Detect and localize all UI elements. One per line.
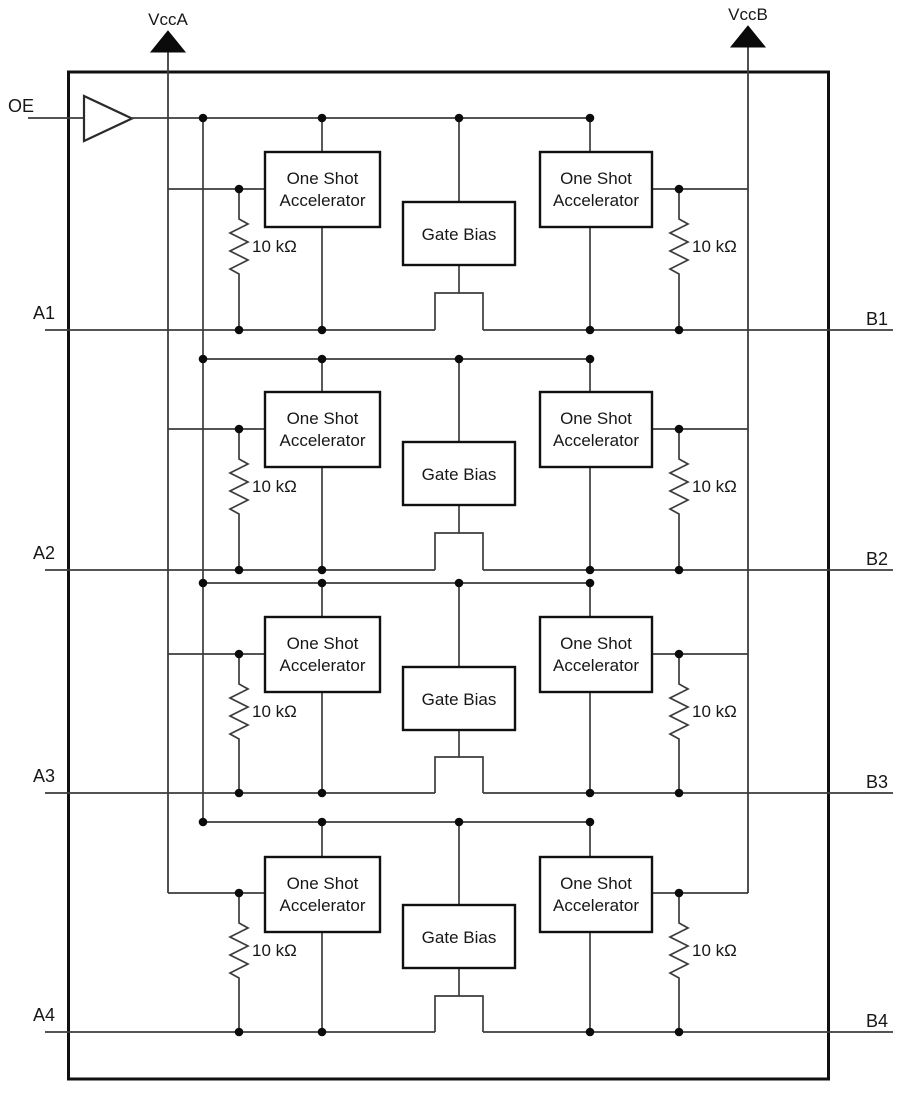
- one-shot-label-line1: One Shot: [560, 169, 632, 188]
- right-pullup-resistor-icon: [670, 893, 688, 1032]
- one-shot-accelerator-box: [265, 392, 380, 467]
- right-resistor-value-label: 10 kΩ: [692, 941, 737, 960]
- right-pullup-resistor-icon: [670, 429, 688, 570]
- junction-dot: [586, 579, 595, 588]
- junction-dot: [455, 818, 464, 827]
- junction-dot: [199, 355, 208, 364]
- junction-dot: [318, 1028, 327, 1037]
- one-shot-label-line1: One Shot: [560, 634, 632, 653]
- one-shot-label-line2: Accelerator: [279, 896, 366, 915]
- vcca-label: VccA: [148, 10, 188, 29]
- junction-dot: [586, 818, 595, 827]
- oe-buffer-icon: [84, 96, 132, 141]
- junction-dot: [235, 326, 244, 335]
- junction-dot: [675, 326, 684, 335]
- pin-label-b3: B3: [866, 772, 889, 792]
- one-shot-label-line2: Accelerator: [279, 431, 366, 450]
- junction-dot: [586, 566, 595, 575]
- one-shot-label-line2: Accelerator: [553, 431, 639, 450]
- right-resistor-value-label: 10 kΩ: [692, 237, 737, 256]
- one-shot-label-line1: One Shot: [286, 634, 359, 653]
- one-shot-label-line1: One Shot: [286, 874, 359, 893]
- one-shot-label-line1: One Shot: [286, 169, 359, 188]
- vcca-arrow-icon: [151, 31, 185, 52]
- junction-dot: [235, 789, 244, 798]
- one-shot-accelerator-box: [540, 152, 652, 227]
- one-shot-label-line1: One Shot: [560, 409, 632, 428]
- pin-label-b1: B1: [866, 309, 889, 329]
- junction-dot: [199, 114, 208, 123]
- one-shot-accelerator-box: [540, 617, 652, 692]
- pass-fet-icon: [435, 293, 483, 330]
- one-shot-label-line2: Accelerator: [553, 896, 639, 915]
- junction-dot: [675, 789, 684, 798]
- left-pullup-resistor-icon: [230, 189, 248, 330]
- oe-pin-label: OE: [8, 96, 35, 116]
- junction-dot: [675, 566, 684, 575]
- pin-label-a2: A2: [33, 543, 56, 563]
- one-shot-label-line2: Accelerator: [553, 191, 639, 210]
- right-pullup-resistor-icon: [670, 654, 688, 793]
- left-resistor-value-label: 10 kΩ: [252, 702, 297, 721]
- junction-dot: [235, 566, 244, 575]
- junction-dot: [318, 818, 327, 827]
- pin-label-a1: A1: [33, 303, 56, 323]
- right-resistor-value-label: 10 kΩ: [692, 477, 737, 496]
- pass-fet-icon: [435, 533, 483, 570]
- one-shot-accelerator-box: [265, 857, 380, 932]
- junction-dot: [318, 355, 327, 364]
- one-shot-accelerator-box: [265, 152, 380, 227]
- junction-dot: [199, 818, 208, 827]
- junction-dot: [675, 889, 684, 898]
- junction-dot: [675, 185, 684, 194]
- one-shot-label-line2: Accelerator: [279, 656, 366, 675]
- junction-dot: [318, 789, 327, 798]
- one-shot-accelerator-box: [540, 857, 652, 932]
- one-shot-label-line2: Accelerator: [553, 656, 639, 675]
- pin-label-a4: A4: [33, 1005, 56, 1025]
- gate-bias-label: Gate Bias: [421, 225, 497, 244]
- pass-fet-icon: [435, 757, 483, 793]
- pin-label-b4: B4: [866, 1011, 889, 1031]
- left-resistor-value-label: 10 kΩ: [252, 941, 297, 960]
- right-resistor-value-label: 10 kΩ: [692, 702, 737, 721]
- gate-bias-label: Gate Bias: [421, 928, 497, 947]
- junction-dot: [586, 326, 595, 335]
- junction-dot: [318, 114, 327, 123]
- pin-label-b2: B2: [866, 549, 889, 569]
- left-pullup-resistor-icon: [230, 429, 248, 570]
- junction-dot: [318, 566, 327, 575]
- left-resistor-value-label: 10 kΩ: [252, 237, 297, 256]
- junction-dot: [586, 1028, 595, 1037]
- junction-dot: [235, 425, 244, 434]
- junction-dot: [586, 114, 595, 123]
- junction-dot: [455, 355, 464, 364]
- junction-dot: [455, 579, 464, 588]
- junction-dot: [199, 579, 208, 588]
- junction-dot: [318, 326, 327, 335]
- left-pullup-resistor-icon: [230, 893, 248, 1032]
- junction-dot: [235, 185, 244, 194]
- gate-bias-label: Gate Bias: [421, 465, 497, 484]
- one-shot-accelerator-box: [540, 392, 652, 467]
- pin-label-a3: A3: [33, 766, 56, 786]
- gate-bias-label: Gate Bias: [421, 690, 497, 709]
- vccb-arrow-icon: [731, 26, 765, 47]
- junction-dot: [586, 355, 595, 364]
- junction-dot: [675, 650, 684, 659]
- junction-dot: [586, 789, 595, 798]
- left-pullup-resistor-icon: [230, 654, 248, 793]
- one-shot-accelerator-box: [265, 617, 380, 692]
- right-pullup-resistor-icon: [670, 189, 688, 330]
- junction-dot: [455, 114, 464, 123]
- junction-dot: [235, 1028, 244, 1037]
- junction-dot: [318, 579, 327, 588]
- one-shot-label-line2: Accelerator: [279, 191, 366, 210]
- junction-dot: [675, 425, 684, 434]
- left-resistor-value-label: 10 kΩ: [252, 477, 297, 496]
- one-shot-label-line1: One Shot: [560, 874, 632, 893]
- pass-fet-icon: [435, 996, 483, 1032]
- junction-dot: [235, 650, 244, 659]
- vccb-label: VccB: [728, 5, 768, 24]
- junction-dot: [235, 889, 244, 898]
- one-shot-label-line1: One Shot: [286, 409, 359, 428]
- junction-dot: [675, 1028, 684, 1037]
